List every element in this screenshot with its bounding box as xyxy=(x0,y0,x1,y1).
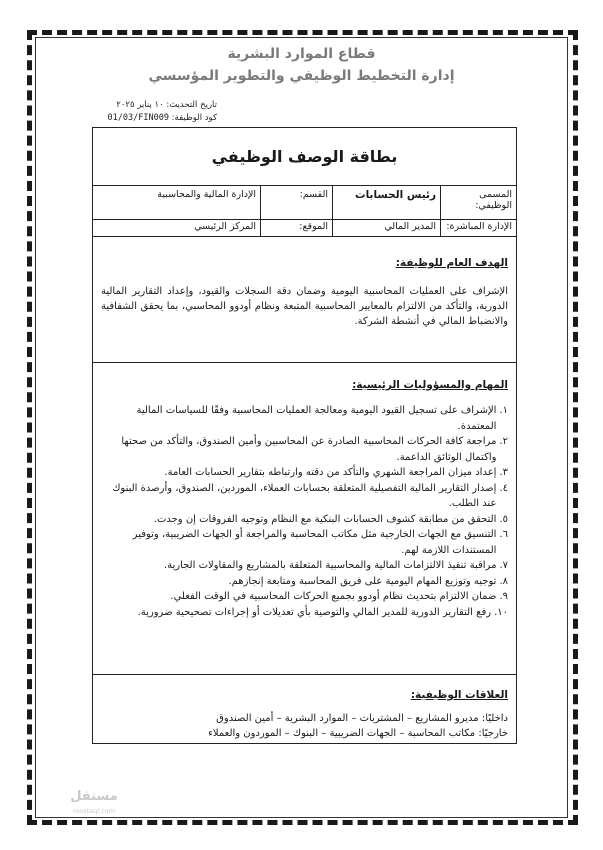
duty-item: ٣. إعداد ميزان المراجعة الشهري والتأكد من دقته وارتباطه بتقارير الحسابات العامة. xyxy=(164,467,508,478)
location-label: الموقع: xyxy=(260,220,332,236)
duty-item: ٤. إصدار التقارير المالية التفصيلية المتعلقة بحسابات العملاء، الموردين، الصندوق، وأرصدة البنوك عند الطلب. xyxy=(112,482,508,509)
duties-heading: المهام والمسؤوليات الرئيسية: xyxy=(352,379,508,391)
duty-item: ١. الإشراف على تسجيل القيود اليومية ومعالجة العمليات المحاسبية وفقًا للسياسات المالية المعتمدة. xyxy=(136,405,508,432)
sector-title: قطاع الموارد البشرية xyxy=(227,46,376,62)
relations-section xyxy=(93,675,516,745)
duties-section xyxy=(93,363,516,675)
direct-mgmt-label: الإدارة المباشرة: xyxy=(440,220,516,236)
watermark-logo xyxy=(64,790,124,818)
section-label: القسم: xyxy=(260,186,332,219)
duty-item: ٩. ضمان الالتزام بتحديث نظام أودوو بجميع الحركات المحاسبية في الوقت الفعلي. xyxy=(170,591,508,602)
duty-item: ٦. التنسيق مع الجهات الخارجية مثل مكاتب المحاسبة والمراجعة أو الجهات الضريبية، وتوفير المستندات اللازمة لهم. xyxy=(132,529,508,556)
job-code-value: 01/03/FIN009 xyxy=(107,113,169,123)
department-title: إدارة التخطيط الوظيفي والتطوير المؤسسي xyxy=(148,68,455,84)
card-title: بطاقة الوصف الوظيفي xyxy=(93,128,516,186)
job-code xyxy=(80,113,217,123)
objective-section xyxy=(93,237,516,363)
info-row-2 xyxy=(93,220,516,237)
duty-item: ٧. مراقبة تنفيذ الالتزامات المالية والمحاسبية المتعلقة بالمشاريع والمقاولات الجارية. xyxy=(163,560,508,571)
job-title-value: رئيس الحسابات xyxy=(332,186,440,219)
job-title-label: المسمى الوظيفي: xyxy=(440,186,516,219)
watermark-main: مستقل xyxy=(70,789,118,804)
duties-list xyxy=(101,403,508,620)
relations-external: خارجيًا: مكاتب المحاسبة – الجهات الضريبية – البنوك – الموردون والعملاء xyxy=(208,728,508,739)
objective-heading: الهدف العام للوظيفة: xyxy=(395,257,508,269)
section-value: الإدارة المالية والمحاسبية xyxy=(157,189,256,200)
job-description-card xyxy=(92,127,517,744)
duty-item: ١٠. رفع التقارير الدورية للمدير المالي والتوصية بأي تعديلات أو إجراءات تصحيحية ضرورية. xyxy=(137,606,508,618)
watermark-sub: mostaql.com xyxy=(72,807,116,815)
relations-internal: داخليًا: مديرو المشاريع – المشتريات – الموارد البشرية – أمين الصندوق xyxy=(216,713,508,724)
relations-heading: العلاقات الوظيفية: xyxy=(410,689,508,701)
duty-item: ٨. توجيه وتوزيع المهام اليومية على فريق المحاسبة ومتابعة إنجازهم. xyxy=(228,575,508,587)
info-row-1 xyxy=(93,186,516,220)
objective-text: الإشراف على العمليات المحاسبية اليومية وضمان دقة السجلات والقيود، وإعداد التقارير المالية الدورية، والتأكد من الالتزام بالمعايير المحاسبية المتبعة ونظام أودوو المحاسبي، بما يحقق الشفافية والانضباط المالي في أنشطة الشركة. xyxy=(101,286,508,327)
job-code-label: كود الوظيفة: xyxy=(171,113,217,123)
duty-item: ٥. التحقق من مطابقة كشوف الحسابات البنكية مع النظام وتوجيه الفروقات إن وجدت. xyxy=(153,513,508,525)
update-date: تاريخ التحديث: ١٠ يناير ٢٠٢٥ xyxy=(116,100,217,110)
duty-item: ٢. مراجعة كافة الحركات المحاسبية الصادرة عن المحاسبين وأمين الصندوق، والتأكد من صحتها واكتمال الوثائق الداعمة. xyxy=(121,436,508,463)
location-value: المركز الرئيسي xyxy=(194,221,256,232)
direct-mgmt-value: المدير المالي xyxy=(332,220,440,236)
